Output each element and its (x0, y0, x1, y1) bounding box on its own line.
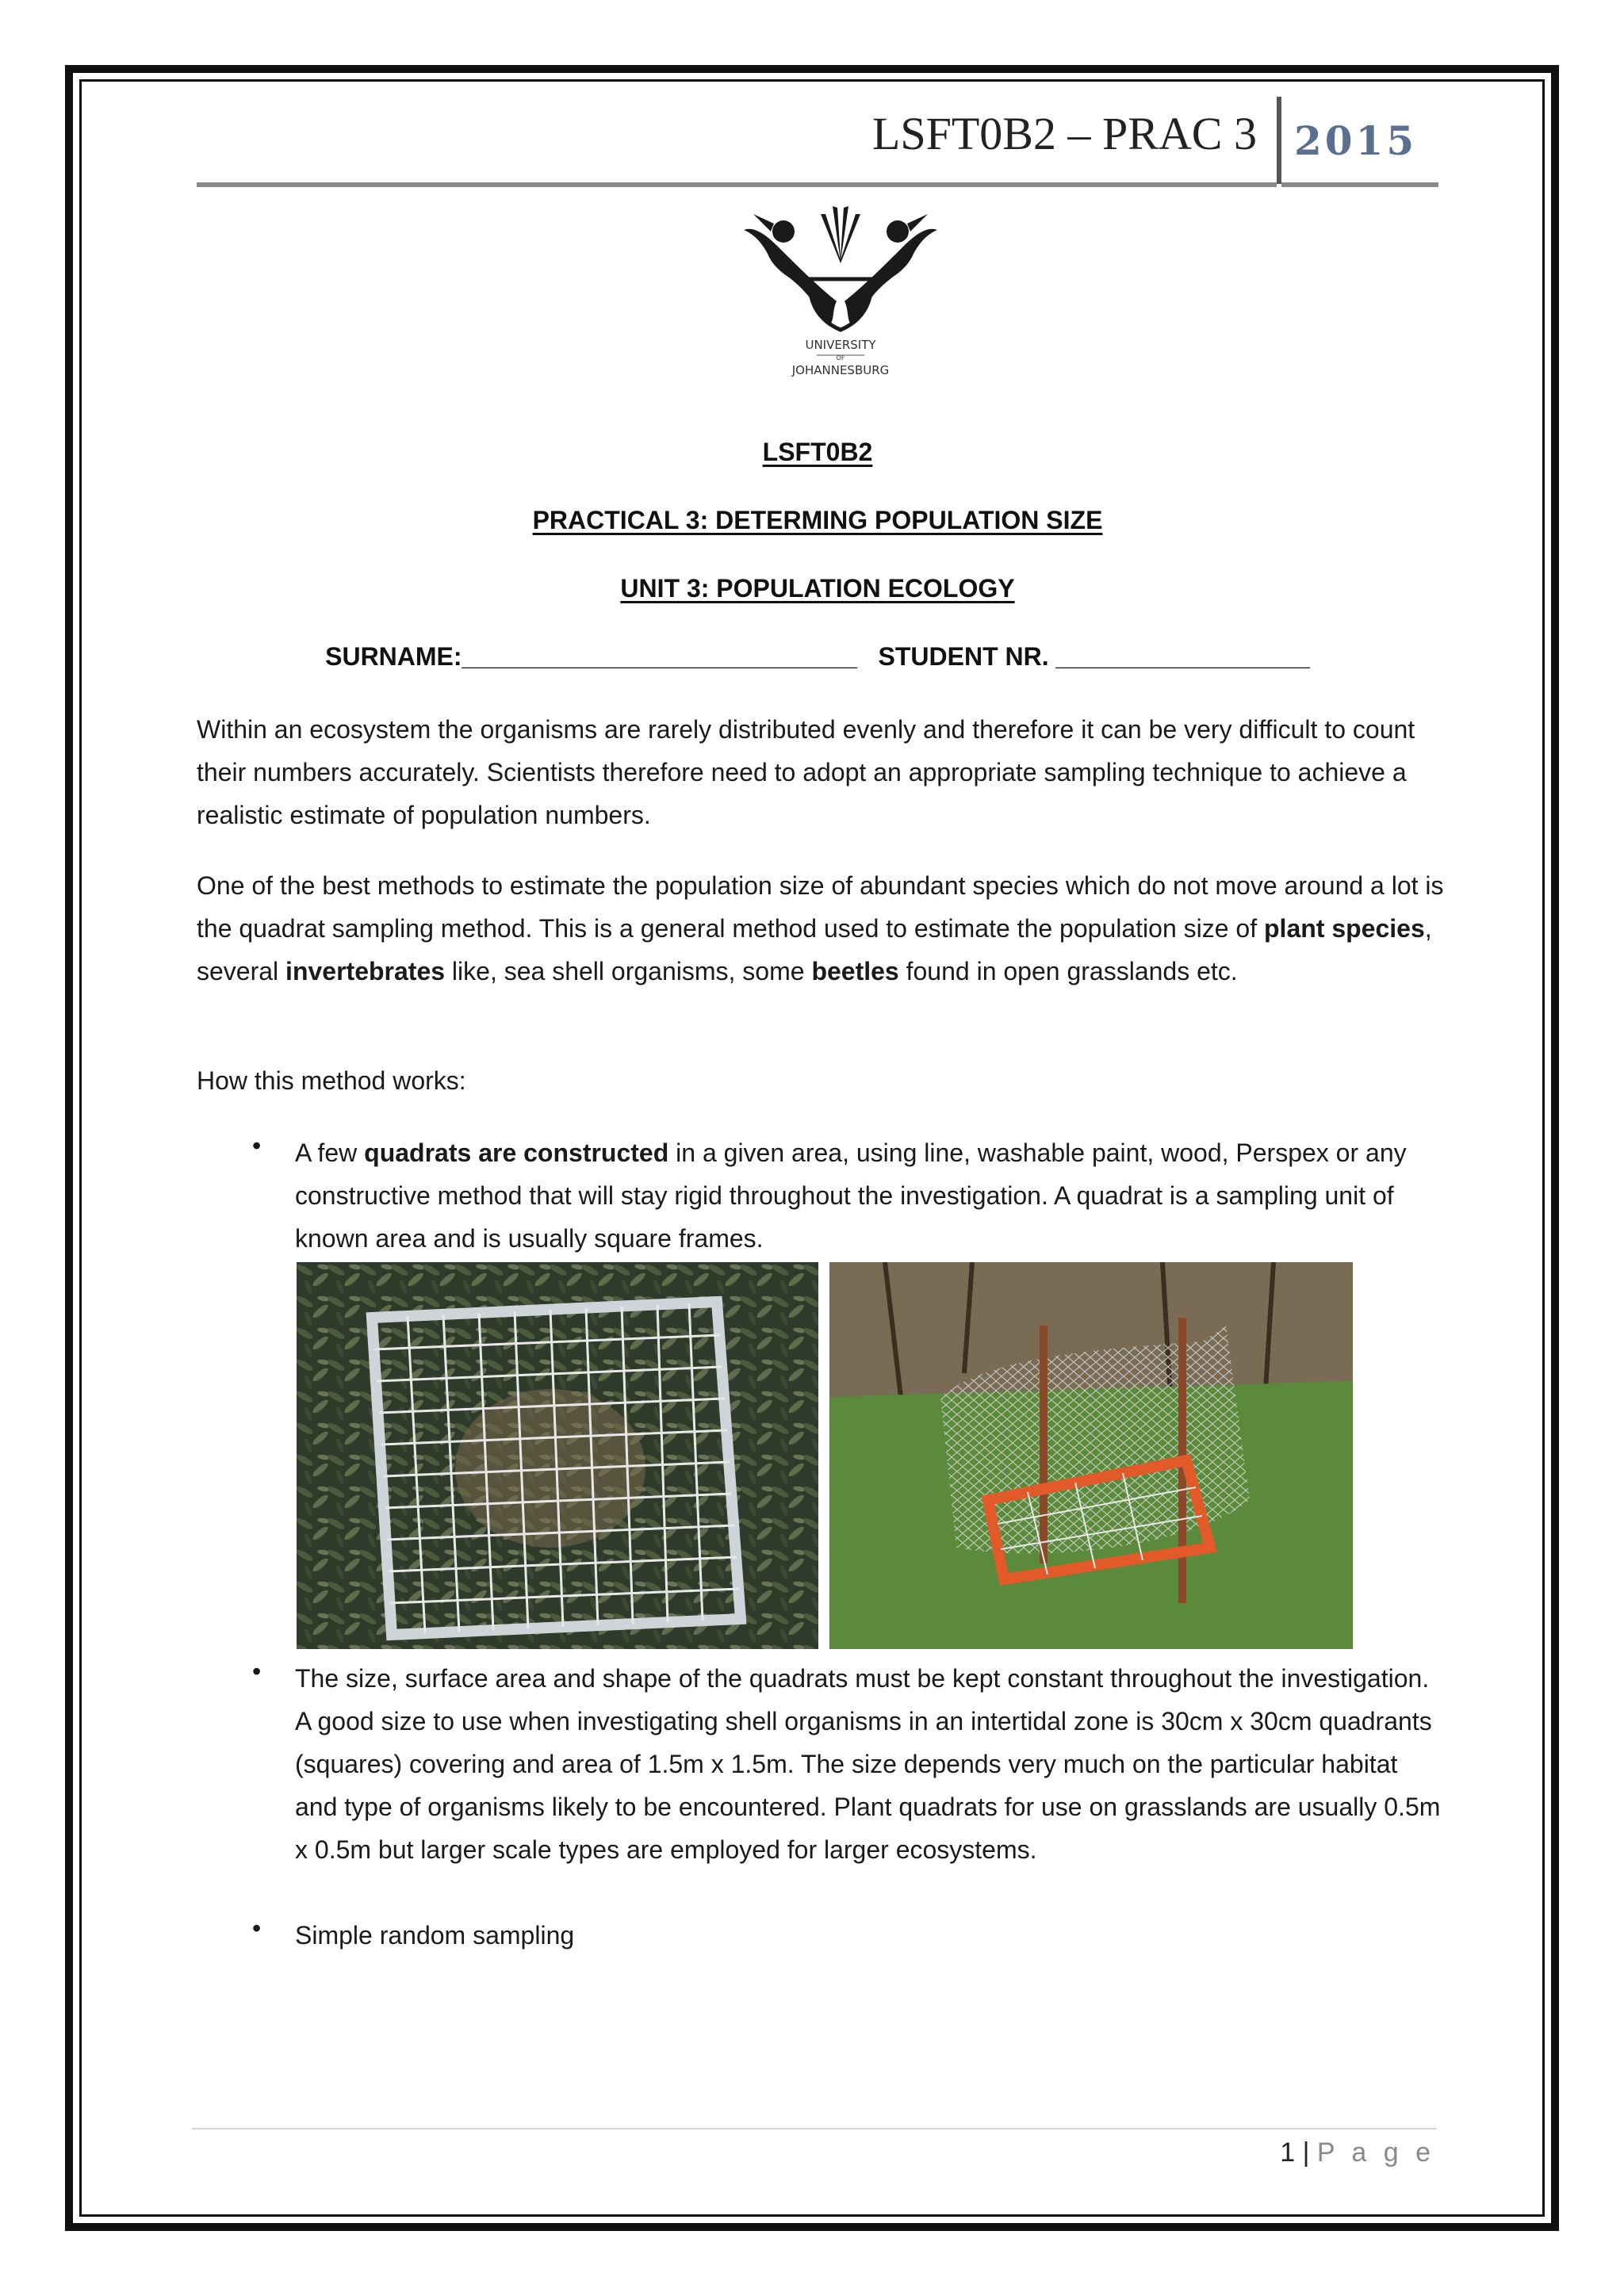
paragraph-intro: Within an ecosystem the organisms are rarely distributed evenly and therefore it can be very difficult to count their numbers accurately. Scientists therefore need to adopt an appropriate sampling technique to achieve a realistic estimate of population numbers. (197, 715, 1415, 829)
bullet-glyph: • (252, 1657, 262, 1686)
footer-separator: | (1302, 2137, 1310, 2168)
bullet-glyph: • (252, 1914, 262, 1942)
unit-heading: UNIT 3: POPULATION ECOLOGY (620, 574, 1015, 603)
page-footer (1269, 2137, 1435, 2168)
page-label: P a g e (1316, 2137, 1435, 2168)
page-number: 1 (1280, 2137, 1296, 2168)
bullet-quadrats-constructed: A few quadrats are constructed in a given area, using line, washable paint, wood, Perspex or any constructive method that will stay rigid throughout the investigation. A quadrat is a sampling unit of known area and is usually square frames. (295, 1138, 1407, 1253)
bullet-glyph: • (252, 1131, 262, 1160)
logo-text-johannesburg: JOHANNESBURG (791, 363, 890, 377)
header-rule-year (1281, 182, 1438, 187)
paragraph-how-it-works: How this method works: (197, 1066, 466, 1095)
student-info-line: SURNAME:____________________________ STUDENT NR. __________________ (325, 642, 1310, 671)
footer-rule (192, 2128, 1437, 2130)
photo-grid-quadrat (297, 1262, 818, 1649)
header-title: LSFT0B2 – PRAC 3 (871, 108, 1257, 159)
logo-text-of: OF (836, 354, 845, 362)
logo-text-university: UNIVERSITY (805, 338, 876, 352)
paragraph-quadrat-method: One of the best methods to estimate the population size of abundant species which do not move around a lot is the quadrat sampling method. This is a general method used to estimate the population size of plant species, several invertebrates like, sea shell organisms, some beetles found in open grasslands etc. (197, 871, 1444, 985)
header-separator (1277, 97, 1281, 184)
course-code-heading: LSFT0B2 (762, 438, 873, 466)
photo-mesh-quadrat (829, 1262, 1353, 1649)
practical-heading: PRACTICAL 3: DETERMING POPULATION SIZE (532, 506, 1103, 534)
university-logo (722, 190, 959, 381)
bullet-random-sampling: Simple random sampling (295, 1921, 575, 1950)
header-rule (197, 182, 1277, 187)
bullet-quadrat-size: The size, surface area and shape of the quadrats must be kept constant throughout the investigation. A good size to use when investigating shell organisms in an intertidal zone is 30cm x 30cm quadrants (squares) covering and area of 1.5m x 1.5m. The size depends very much on the particular habitat and type of organisms likely to be encountered. Plant quadrats for use on grasslands are usually 0.5m x 0.5m but larger scale types are employed for larger ecosystems. (295, 1664, 1441, 1864)
header-year: 2015 (1294, 117, 1418, 164)
